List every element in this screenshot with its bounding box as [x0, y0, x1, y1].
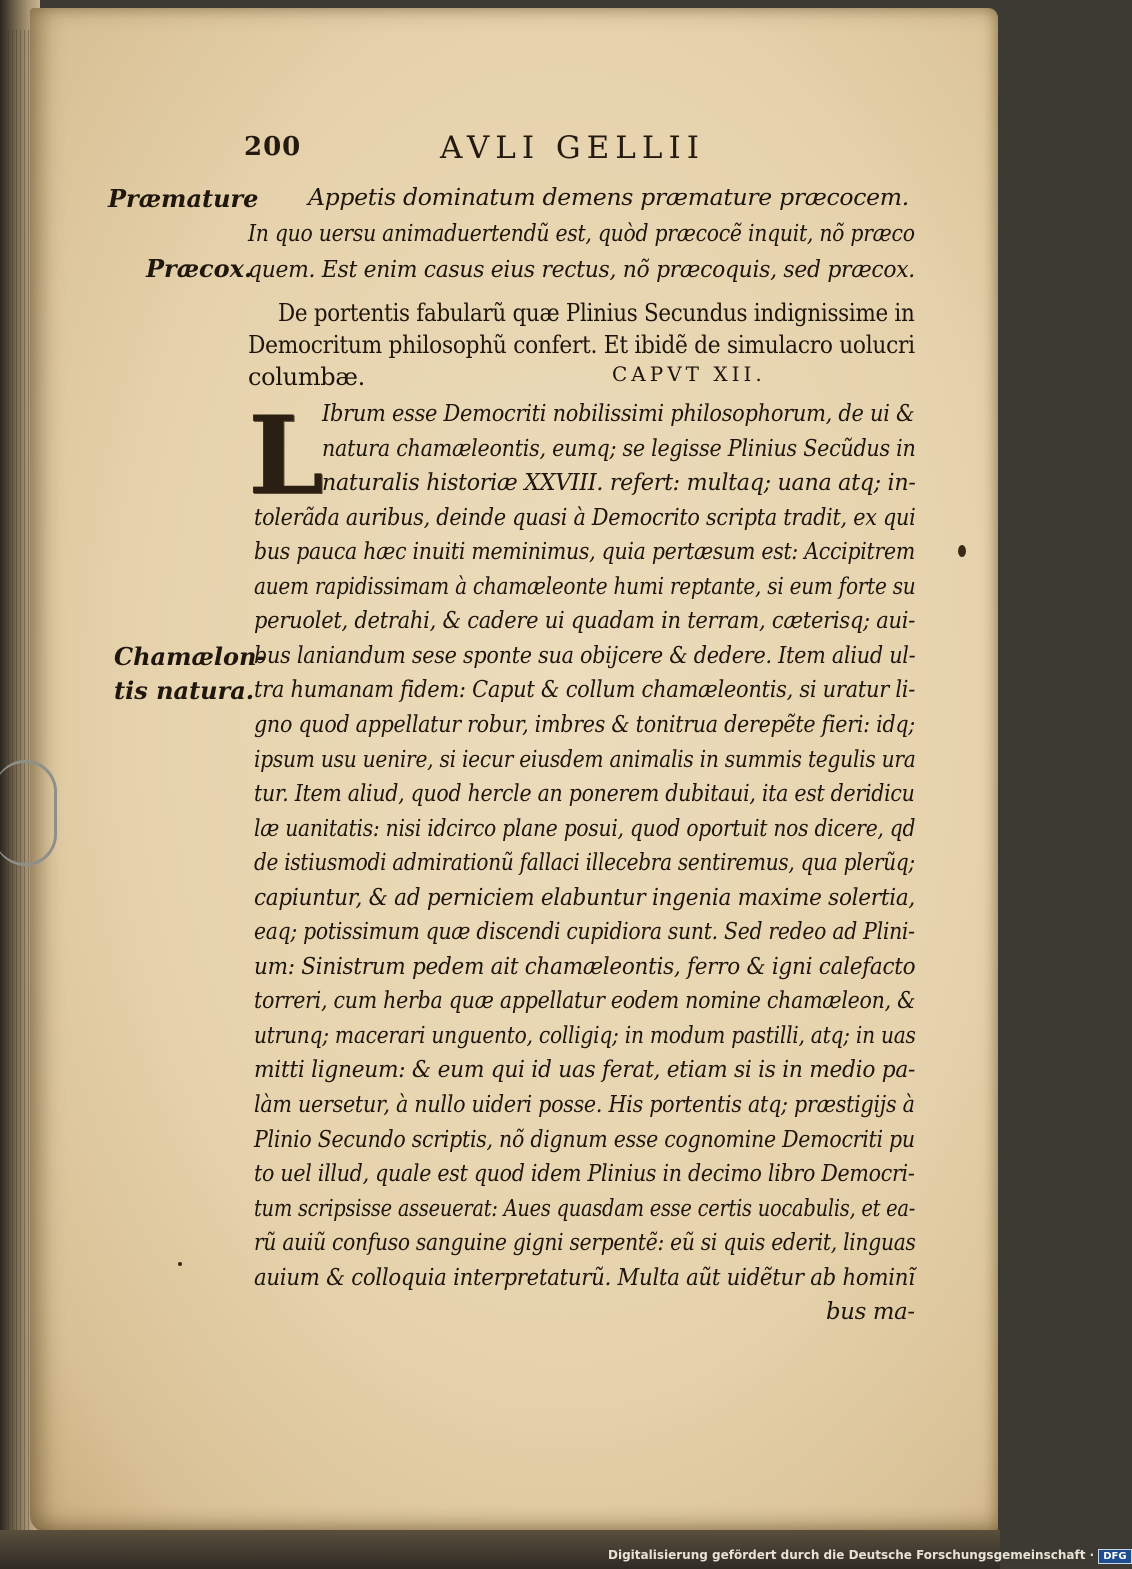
body-line: làm uersetur, à nullo uideri posse. His portentis atq; præstigijs à [254, 1090, 915, 1118]
body-line: gno quod appellatur robur, imbres & tonitrua derepẽte fieri: idq; [254, 709, 915, 738]
page-header [0, 132, 1000, 172]
folio-number: 200 [244, 132, 302, 162]
body-line: bus laniandum sese sponte sua obijcere & dedere. Item aliud ul- [254, 640, 916, 669]
chapter-heading-line-2: Democritum philosophũ confert. Et ibidẽ de simulacro uolucri [248, 331, 915, 359]
body-line: peruolet, detrahi, & cadere ui quadam in terram, cæterisq; aui- [254, 606, 916, 635]
page-clip [0, 760, 57, 866]
body-line: de istiusmodi admirationũ fallaci illecebra sentiremus, qua plerũq; [254, 848, 915, 877]
ink-speck [178, 1262, 182, 1266]
chapter-heading-line-1: De portentis fabularũ quæ Plinius Secundus indignissime in [278, 299, 915, 327]
body-line: tum scripsisse asseuerat: Aues quasdam esse certis uocabulis, et ea- [254, 1193, 916, 1222]
body-line: naturalis historiæ XXVIII. refert: multaq; uana atq; in- [322, 468, 916, 497]
body-line: natura chamæleontis, eumq; se legisse Plinius Secũdus in [322, 433, 916, 462]
verse-line-2: In quo uersu animaduertendũ est, quòd præcocẽ inquit, nõ præco [248, 219, 915, 247]
margin-note-chamaeleon-1: Chamælon- [114, 642, 267, 671]
body-line: eaq; potissimum quæ discendi cupidiora sunt. Sed redeo ad Plini- [254, 917, 915, 946]
body-line: utrunq; macerari unguento, colligiq; in modum pastilli, atq; in uas [254, 1020, 916, 1049]
chapter-number: CAPVT XII. [612, 362, 766, 386]
running-head: AVLI GELLII [440, 130, 705, 166]
body-line: Plinio Secundo scriptis, nõ dignum esse cognomine Democriti pu [254, 1124, 915, 1153]
margin-note-praemature: Præmature [108, 184, 259, 213]
body-line: mitti ligneum: & eum qui id uas ferat, etiam si is in medio pa- [254, 1055, 916, 1084]
body-line: rũ auiũ confuso sanguine gigni serpentẽ: eũ si quis ederit, linguas [254, 1228, 916, 1257]
body-line: um: Sinistrum pedem ait chamæleontis, ferro & igni calefacto [254, 951, 916, 980]
verse-line-1: Appetis dominatum demens præmature præcocem. [308, 183, 909, 211]
body-line: tra humanam fidem: Caput & collum chamæleontis, si uratur li- [254, 675, 916, 704]
body-line: bus pauca hæc inuiti meminimus, quia pertæsum est: Accipitrem [254, 537, 915, 566]
body-line: tolerãda auribus, deinde quasi à Democrito scripta tradit, ex qui [254, 502, 916, 531]
body-line: to uel illud, quale est quod idem Plinius in decimo libro Democri- [254, 1159, 915, 1188]
footer-credit [608, 1548, 1132, 1564]
body-line: auium & colloquia interpretaturũ. Multa aũt uidẽtur ab hominĩ [254, 1262, 915, 1291]
margin-note-chamaeleon-2: tis natura. [114, 676, 255, 705]
body-line: ipsum usu uenire, si iecur eiusdem animalis in summis tegulis ura [254, 744, 916, 773]
ink-speck [958, 545, 966, 557]
body-line: auem rapidissimam à chamæleonte humi reptante, si eum forte su [254, 571, 916, 600]
body-line: læ uanitatis: nisi idcirco plane posui, quod oportuit nos dicere, qd [254, 813, 916, 842]
body-line: tur. Item aliud, quod hercle an ponerem dubitaui, ita est deridicu [254, 779, 915, 808]
drop-cap: L [248, 393, 324, 519]
footer-text: Digitalisierung gefördert durch die Deutsche Forschungsgemeinschaft · [608, 1548, 1095, 1562]
body-line: bus ma- [826, 1297, 915, 1326]
chapter-heading-line-3: columbæ. [248, 363, 365, 391]
body-line: Ibrum esse Democriti nobilissimi philosophorum, de ui & [322, 399, 915, 427]
dfg-logo: DFG [1098, 1549, 1131, 1564]
body-line: torreri, cum herba quæ appellatur eodem nomine chamæleon, & [254, 986, 916, 1015]
verse-line-3: quem. Est enim casus eius rectus, nõ præcoquis, sed præcox. [248, 255, 915, 283]
body-line: capiuntur, & ad perniciem elabuntur ingenia maxime solertia, [254, 882, 916, 911]
margin-note-praecox: Præcox. [146, 254, 253, 283]
